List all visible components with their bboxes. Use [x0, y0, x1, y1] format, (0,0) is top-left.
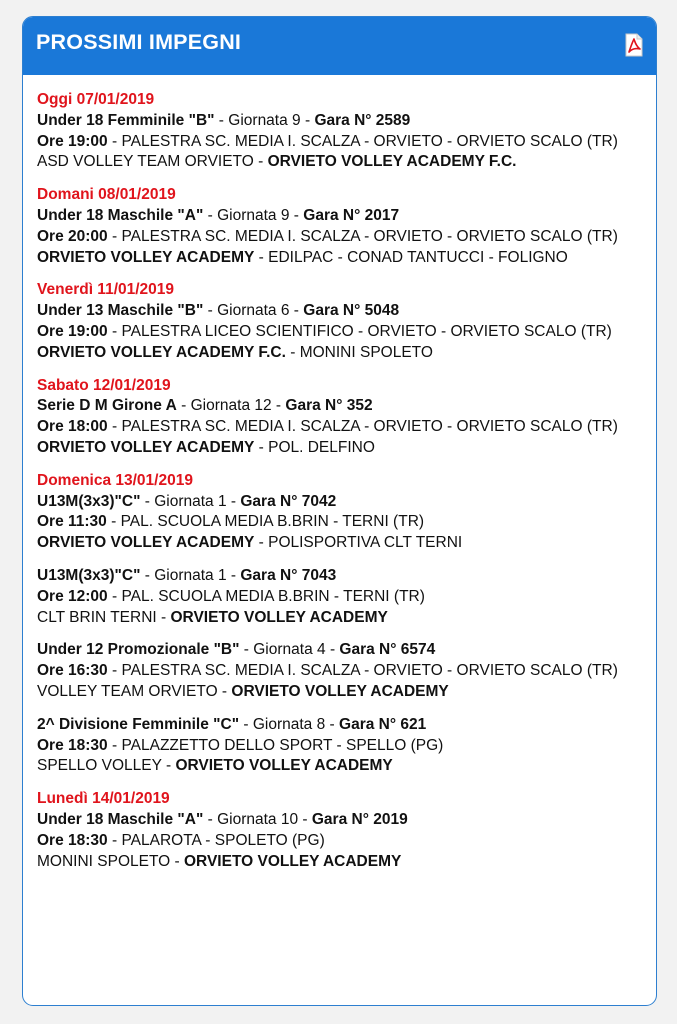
match-venue-line [37, 587, 632, 608]
match-venue-line [37, 227, 632, 248]
match-game-number: Gara N° 621 [339, 715, 427, 733]
match-round: Giornata 1 [154, 566, 227, 584]
match-entry [37, 640, 656, 702]
match-round: Giornata 12 [190, 397, 272, 415]
match-entry [37, 301, 656, 363]
match-round: Giornata 9 [228, 111, 301, 129]
away-team: POLISPORTIVA CLT TERNI [268, 534, 463, 552]
away-team: ORVIETO VOLLEY ACADEMY [175, 757, 393, 775]
match-info-line [37, 715, 632, 736]
match-venue: PAL. SCUOLA MEDIA B.BRIN - TERNI (TR) [121, 587, 425, 605]
match-teams-line [37, 248, 632, 269]
match-game-number: Gara N° 2019 [311, 810, 408, 828]
separator: - [226, 492, 241, 510]
match-entry [37, 492, 656, 554]
separator: - [254, 248, 269, 266]
day-heading: Domenica 13/01/2019 [37, 471, 193, 489]
match-venue-line [37, 736, 632, 757]
match-info-line [37, 640, 632, 661]
match-venue: PALESTRA SC. MEDIA I. SCALZA - ORVIETO - ORVIETO SCALO (TR) [121, 132, 618, 150]
separator: - [107, 322, 122, 340]
separator: - [253, 153, 268, 171]
match-time: Ore 12:00 [37, 587, 108, 605]
separator: - [289, 206, 304, 224]
match-round: Giornata 10 [217, 810, 299, 828]
separator: - [140, 566, 155, 584]
match-venue-line [37, 322, 632, 343]
separator: - [176, 397, 191, 415]
match-teams-line [37, 533, 632, 554]
match-entry [37, 810, 656, 872]
separator: - [239, 715, 253, 733]
match-teams-line [37, 152, 632, 173]
match-info-line [37, 396, 632, 417]
match-round: Giornata 6 [217, 302, 290, 320]
match-game-number: Gara N° 7042 [240, 492, 337, 510]
pdf-icon[interactable] [624, 33, 644, 57]
separator: - [325, 641, 340, 659]
separator: - [107, 736, 122, 754]
match-teams-line [37, 438, 632, 459]
match-info-line [37, 566, 632, 587]
home-team: VOLLEY TEAM ORVIETO [37, 682, 218, 700]
match-entry [37, 206, 656, 268]
day-heading: Domani 08/01/2019 [37, 186, 176, 204]
separator: - [203, 302, 218, 320]
home-team: CLT BRIN TERNI [37, 608, 157, 626]
away-team: ORVIETO VOLLEY ACADEMY [231, 682, 449, 700]
separator: - [271, 397, 286, 415]
away-team: POL. DELFINO [268, 438, 375, 456]
home-team: MONINI SPOLETO [37, 852, 171, 870]
match-category: Under 12 Promozionale "B" [37, 641, 240, 659]
separator: - [140, 492, 155, 510]
away-team: ORVIETO VOLLEY ACADEMY [170, 608, 388, 626]
match-venue-line [37, 132, 632, 153]
match-venue: PALESTRA SC. MEDIA I. SCALZA - ORVIETO - ORVIETO SCALO (TR) [121, 662, 618, 680]
separator: - [254, 438, 269, 456]
panel-header [23, 17, 656, 75]
home-team: ORVIETO VOLLEY ACADEMY F.C. [37, 343, 286, 361]
home-team: ORVIETO VOLLEY ACADEMY [37, 248, 255, 266]
match-info-line [37, 111, 632, 132]
match-venue-line [37, 417, 632, 438]
separator: - [217, 682, 232, 700]
match-info-line [37, 492, 632, 513]
match-time: Ore 19:00 [37, 322, 108, 340]
match-category: 2^ Divisione Femminile "C" [37, 715, 240, 733]
match-time: Ore 20:00 [37, 227, 108, 245]
match-game-number: Gara N° 5048 [303, 302, 400, 320]
match-venue: PALAROTA - SPOLETO (PG) [121, 831, 325, 849]
separator: - [254, 534, 269, 552]
match-category: Under 18 Maschile "A" [37, 206, 204, 224]
match-game-number: Gara N° 352 [285, 397, 373, 415]
separator: - [239, 641, 254, 659]
away-team: MONINI SPOLETO [299, 343, 433, 361]
day-heading: Lunedì 14/01/2019 [37, 790, 170, 808]
match-time: Ore 11:30 [37, 513, 107, 531]
separator: - [214, 111, 229, 129]
match-time: Ore 18:30 [37, 736, 108, 754]
separator: - [170, 852, 184, 870]
match-category: Under 13 Maschile "B" [37, 302, 204, 320]
separator: - [161, 757, 176, 775]
match-teams-line [37, 343, 632, 364]
match-category: U13M(3x3)"C" [37, 492, 141, 510]
away-team: EDILPAC - CONAD TANTUCCI - FOLIGNO [268, 248, 568, 266]
separator: - [107, 831, 122, 849]
events-list [23, 75, 656, 872]
home-team: ORVIETO VOLLEY ACADEMY [37, 534, 255, 552]
away-team: ORVIETO VOLLEY ACADEMY F.C. [267, 153, 517, 171]
match-category: Serie D M Girone A [37, 397, 177, 415]
day-heading: Venerdì 11/01/2019 [37, 281, 175, 299]
separator: - [226, 566, 241, 584]
match-category: Under 18 Femminile "B" [37, 111, 215, 129]
match-entry [37, 715, 656, 777]
separator: - [285, 343, 300, 361]
match-venue: PALESTRA LICEO SCIENTIFICO - ORVIETO - ORVIETO SCALO (TR) [121, 322, 612, 340]
match-teams-line [37, 852, 632, 873]
match-time: Ore 16:30 [37, 662, 108, 680]
match-game-number: Gara N° 6574 [339, 641, 436, 659]
separator: - [107, 587, 122, 605]
match-time: Ore 18:30 [37, 831, 108, 849]
match-round: Giornata 8 [252, 715, 326, 733]
match-round: Giornata 9 [217, 206, 290, 224]
separator: - [106, 513, 121, 531]
match-teams-line [37, 682, 632, 703]
match-venue: PALESTRA SC. MEDIA I. SCALZA - ORVIETO - ORVIETO SCALO (TR) [121, 227, 618, 245]
match-round: Giornata 4 [253, 641, 326, 659]
match-category: U13M(3x3)"C" [37, 566, 141, 584]
match-info-line [37, 301, 632, 322]
separator: - [300, 111, 315, 129]
match-time: Ore 18:00 [37, 418, 108, 436]
panel-title: PROSSIMI IMPEGNI [36, 30, 242, 54]
match-teams-line [37, 756, 632, 777]
home-team: ASD VOLLEY TEAM ORVIETO [37, 153, 254, 171]
match-info-line [37, 206, 632, 227]
separator: - [107, 418, 122, 436]
match-category: Under 18 Maschile "A" [37, 810, 204, 828]
match-entry [37, 566, 656, 628]
match-venue-line [37, 831, 632, 852]
separator: - [107, 662, 122, 680]
match-venue-line [37, 512, 632, 533]
match-venue: PALAZZETTO DELLO SPORT - SPELLO (PG) [121, 736, 444, 754]
separator: - [203, 810, 218, 828]
home-team: SPELLO VOLLEY [37, 757, 162, 775]
match-venue: PAL. SCUOLA MEDIA B.BRIN - TERNI (TR) [120, 513, 425, 531]
day-heading: Sabato 12/01/2019 [37, 376, 171, 394]
match-venue-line [37, 661, 632, 682]
away-team: ORVIETO VOLLEY ACADEMY [184, 852, 402, 870]
match-info-line [37, 810, 632, 831]
separator: - [203, 206, 218, 224]
separator: - [298, 810, 312, 828]
separator: - [325, 715, 340, 733]
match-venue: PALESTRA SC. MEDIA I. SCALZA - ORVIETO - ORVIETO SCALO (TR) [121, 418, 618, 436]
match-game-number: Gara N° 2589 [314, 111, 411, 129]
match-entry [37, 396, 656, 458]
match-entry [37, 111, 656, 173]
day-heading: Oggi 07/01/2019 [37, 91, 155, 108]
separator: - [107, 132, 122, 150]
home-team: ORVIETO VOLLEY ACADEMY [37, 438, 255, 456]
match-round: Giornata 1 [154, 492, 227, 510]
match-teams-line [37, 608, 632, 629]
upcoming-matches-panel [22, 16, 657, 1006]
match-game-number: Gara N° 2017 [303, 206, 400, 224]
separator: - [107, 227, 122, 245]
match-time: Ore 19:00 [37, 132, 108, 150]
match-game-number: Gara N° 7043 [240, 566, 337, 584]
separator: - [156, 608, 171, 626]
separator: - [289, 302, 304, 320]
